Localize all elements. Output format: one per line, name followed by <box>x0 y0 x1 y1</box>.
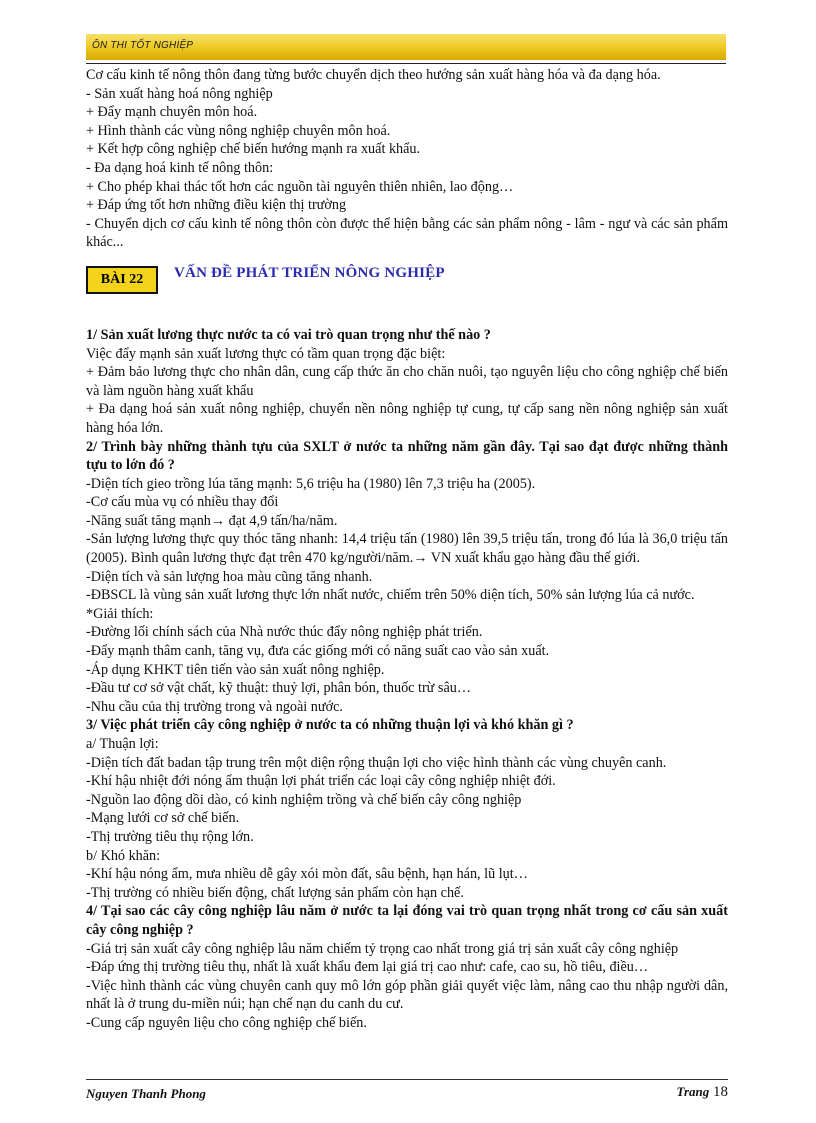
answer-line: -Thị trường tiêu thụ rộng lớn. <box>86 828 254 845</box>
lesson-heading <box>86 260 728 326</box>
answer-line: -Khí hậu nóng ẩm, mưa nhiều dễ gây xói mòn đất, sâu bệnh, hạn hán, lũ lụt… <box>86 866 528 883</box>
question-3: 3/ Việc phát triển cây công nghiệp ở nước ta có những thuận lợi và khó khăn gì ? <box>86 717 574 734</box>
page-label: Trang <box>676 1084 710 1099</box>
question-1: 1/ Sản xuất lương thực nước ta có vai trò quan trọng như thế nào ? <box>86 326 491 343</box>
answer-line: -Áp dụng KHKT tiên tiến vào sản xuất nông nghiệp. <box>86 661 385 678</box>
answer-line: -Thị trường có nhiều biến động, chất lượng sản phẩm còn hạn chế. <box>86 884 464 901</box>
footer-author: Nguyen Thanh Phong <box>86 1086 206 1101</box>
answer-paragraph: -ĐBSCL là vùng sản xuất lương thực lớn nhất nước, chiếm trên 50% diện tích, 50% sản lượng lúa cả nước. <box>86 587 695 604</box>
answer-line: a/ Thuận lợi: <box>86 736 159 752</box>
header-title: ÔN THI TỐT NGHIỆP <box>92 40 194 51</box>
answer-line: -Nhu cầu của thị trường trong và ngoài nước. <box>86 698 343 715</box>
answer-paragraph: -Sản lượng lương thực quy thóc tăng nhanh: 14,4 triệu tấn (1980) lên 39,5 triệu tấn, trong đó lúa là 36,0 triệu tấn (2005). Bình quân lương thực đạt trên 470 kg/người/năm.→ VN xuất khẩu gạo hàng đầu thế giới. <box>86 531 728 567</box>
answer-line: Việc đẩy mạnh sản xuất lương thực có tầm quan trọng đặc biệt: <box>86 345 446 362</box>
answer-line: -Nguồn lao động dồi dào, có kinh nghiệm trồng và chế biến cây công nghiệp <box>86 791 522 808</box>
answer-line: -Giá trị sản xuất cây công nghiệp lâu năm chiếm tỷ trọng cao nhất trong giá trị sản xuất cây công nghiệp <box>86 940 679 957</box>
question-4: 4/ Tại sao các cây công nghiệp lâu năm ở nước ta lại đóng vai trò quan trọng nhất trong cơ cấu sản xuất cây công nghiệp ? <box>86 903 728 938</box>
intro-line: + Hình thành các vùng nông nghiệp chuyên môn hoá. <box>86 122 391 139</box>
answer-line: -Khí hậu nhiệt đới nóng ẩm thuận lợi phát triển các loại cây công nghiệp nhiệt đới. <box>86 773 556 790</box>
answer-line: -Diện tích và sản lượng hoa màu cũng tăng nhanh. <box>86 568 373 585</box>
answer-line: b/ Khó khăn: <box>86 847 161 864</box>
intro-paragraph: - Chuyển dịch cơ cấu kinh tế nông thôn còn được thể hiện bằng các sản phẩm nông - lâm - ngư và các sản phẩm khác... <box>86 215 728 251</box>
question-2: 2/ Trình bày những thành tựu của SXLT ở nước ta những năm gần đây. Tại sao đạt được những thành tựu to lớn đó ? <box>86 438 728 474</box>
answer-line: -Đáp ứng thị trường tiêu thụ, nhất là xuất khẩu đem lại giá trị cao như: cafe, cao su, hồ tiêu, điều… <box>86 959 649 976</box>
intro-line: + Kết hợp công nghiệp chế biến hướng mạnh ra xuất khẩu. <box>86 141 421 158</box>
answer-paragraph: -Việc hình thành các vùng chuyên canh quy mô lớn góp phần giải quyết việc làm, nâng cao thu nhập người dân, nhất là ở trung du-miền núi; hạn chế nạn du canh du cư. <box>86 977 728 1013</box>
footer-divider <box>86 1079 728 1080</box>
answer-line: -Đẩy mạnh thâm canh, tăng vụ, đưa các giống mới có năng suất cao vào sản xuất. <box>86 643 550 660</box>
header-divider <box>86 63 726 64</box>
intro-line: Cơ cấu kinh tế nông thôn đang từng bước chuyển dịch theo hướng sản xuất hàng hóa và đa dạng hóa. <box>86 67 661 83</box>
answer-line: -Cơ cấu mùa vụ có nhiều thay đổi <box>86 494 279 511</box>
lesson-title: VẤN ĐỀ PHÁT TRIỂN NÔNG NGHIỆP <box>174 264 445 281</box>
intro-line: - Sản xuất hàng hoá nông nghiệp <box>86 85 273 102</box>
answer-line: -Đường lối chính sách của Nhà nước thúc đẩy nông nghiệp phát triển. <box>86 624 483 641</box>
answer-line: -Cung cấp nguyên liệu cho công nghiệp chế biến. <box>86 1014 367 1031</box>
page-body <box>86 66 728 1033</box>
header-bar <box>86 34 726 60</box>
answer-line: -Năng suất tăng mạnh→ đạt 4,9 tấn/ha/năm. <box>86 512 338 529</box>
answer-line: -Diện tích đất badan tập trung trên một diện rộng thuận lợi cho việc hình thành các vùng chuyên canh. <box>86 754 667 771</box>
answer-paragraph: + Đảm bảo lương thực cho nhân dân, cung cấp thức ăn cho chăn nuôi, tạo nguyên liệu cho công nghiệp chế biến và làm nguồn hàng xuất khẩu <box>86 364 728 399</box>
answer-line: -Diện tích gieo trồng lúa tăng mạnh: 5,6 triệu ha (1980) lên 7,3 triệu ha (2005). <box>86 475 536 492</box>
page-number: 18 <box>713 1084 728 1100</box>
answer-line: *Giải thích: <box>86 605 154 622</box>
intro-line: + Đẩy mạnh chuyên môn hoá. <box>86 104 258 121</box>
intro-line: + Đáp ứng tốt hơn những điều kiện thị trường <box>86 197 347 214</box>
footer-page <box>677 1084 729 1101</box>
lesson-number-box: BÀI 22 <box>86 266 158 294</box>
answer-paragraph: + Đa dạng hoá sản xuất nông nghiệp, chuyển nền nông nghiệp tự cung, tự cấp sang nền nông nghiệp sản xuất hàng hóa lớn. <box>86 401 728 436</box>
answer-line: -Mạng lưới cơ sở chế biến. <box>86 810 240 827</box>
answer-line: -Đầu tư cơ sở vật chất, kỹ thuật: thuỷ lợi, phân bón, thuốc trừ sâu… <box>86 680 472 697</box>
intro-line: + Cho phép khai thác tốt hơn các nguồn tài nguyên thiên nhiên, lao động… <box>86 178 514 195</box>
intro-line: - Đa dạng hoá kinh tế nông thôn: <box>86 159 274 176</box>
